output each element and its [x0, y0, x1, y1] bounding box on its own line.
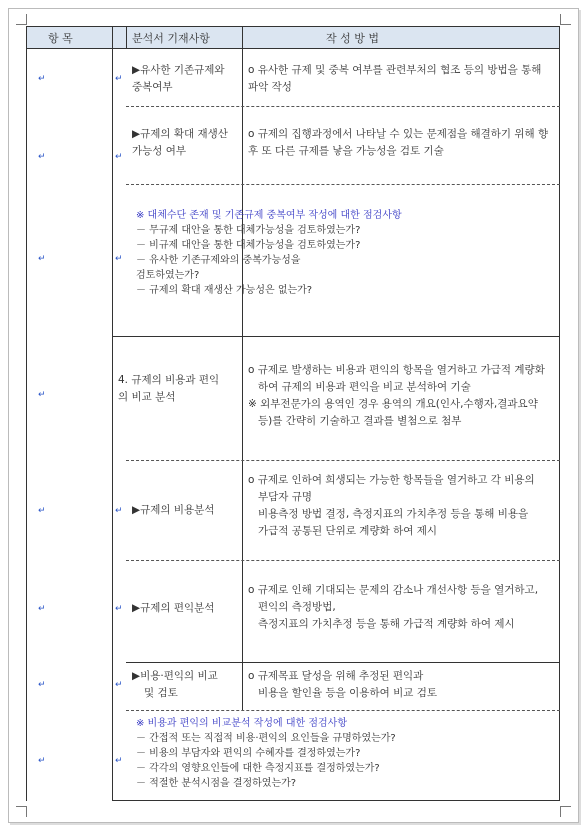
checklist-item: － 비규제 대안을 통한 대체가능성을 검토하였는가? [136, 240, 361, 251]
item-compare [132, 668, 240, 702]
item-expansion: ▶규제의 확대 재생산 가능성 여부 [132, 128, 228, 157]
document-table [26, 26, 560, 801]
checklist-item: － 비용의 부담자와 편익의 수혜자를 결정하였는가? [136, 748, 361, 759]
return-mark: ↵ [38, 254, 46, 264]
method-line: 측정지표의 가치추정 등을 통해 가급적 계량화 하여 제시 [258, 618, 515, 630]
method-duplication: o 유사한 규제 및 중복 여부를 관련부처의 협조 등의 방법을 통해 파악 작성 [248, 64, 542, 93]
crop-mark [16, 14, 27, 25]
return-mark: ↵ [38, 390, 46, 400]
method-cost-benefit [248, 362, 556, 430]
method-compare [248, 668, 556, 702]
return-mark: ↵ [115, 680, 123, 690]
method-line: 하여 규제의 비용과 편익을 비교 분석하여 기술 [258, 381, 471, 393]
return-mark: ↵ [38, 604, 46, 614]
header-item: 항 목 [48, 32, 73, 45]
crop-mark [560, 806, 571, 817]
table-header [26, 26, 560, 48]
item-line: ▶비용·편익의 비교 [132, 670, 218, 682]
return-mark: ↵ [115, 506, 123, 516]
return-mark: ↵ [38, 152, 46, 162]
checklist-item: 검토하였는가? [136, 270, 200, 281]
checklist-item: － 적절한 분석시점을 결정하였는가? [136, 778, 297, 789]
method-line: 편익의 측정방법, [258, 601, 336, 613]
item-benefit: ▶규제의 편익분석 [132, 602, 215, 614]
return-mark: ↵ [38, 74, 46, 84]
return-mark: ↵ [38, 756, 46, 766]
method-line: 부담자 규명 [258, 491, 313, 503]
method-line: 비용을 할인율 등을 이용하여 비교 검토 [258, 687, 437, 699]
crop-mark [16, 806, 27, 817]
method-line: o 규제목표 달성을 위해 추정된 편익과 [248, 670, 424, 682]
item-duplication: ▶유사한 기존규제와 중복여부 [132, 64, 225, 93]
return-mark: ↵ [115, 604, 123, 614]
return-mark: ↵ [38, 506, 46, 516]
checklist-1-title: ※ 대체수단 존재 및 기존규제 중복여부 작성에 대한 점검사항 [136, 210, 402, 221]
return-mark: ↵ [115, 74, 123, 84]
method-line: o 규제로 인하여 희생되는 가능한 항목들을 열거하고 각 비용의 [248, 474, 535, 486]
return-mark: ↵ [115, 756, 123, 766]
crop-mark [560, 14, 571, 25]
item-cost-benefit: 4. 규제의 비용과 편익의 비교 분석 [118, 374, 220, 403]
method-cost [248, 472, 556, 540]
item-cost: ▶규제의 비용분석 [132, 504, 215, 516]
method-line: ※ 외부전문가의 용역인 경우 용역의 개요(인사,수행자,결과요약 [248, 398, 538, 410]
method-line: o 규제로 인해 기대되는 문제의 감소나 개선사항 등을 열거하고, [248, 584, 539, 596]
checklist-item: － 규제의 확대 재생산 가능성은 없는가? [136, 285, 313, 296]
checklist-1 [136, 208, 556, 298]
method-expansion: o 규제의 집행과정에서 나타날 수 있는 문제점을 해결하기 위해 향후 또 다른 규제를 낳을 가능성을 검토 기술 [248, 128, 549, 157]
checklist-item: － 무규제 대안을 통한 대체가능성을 검토하였는가? [136, 225, 361, 236]
item-line: 및 검토 [144, 687, 178, 699]
method-benefit [248, 582, 556, 633]
checklist-item: － 간접적 또는 직접적 비용·편익의 요인들을 규명하였는가? [136, 733, 396, 744]
method-line: 가급적 공통된 단위로 계량화 하여 제시 [258, 525, 437, 537]
header-method: 작 성 방 법 [326, 32, 379, 45]
return-mark: ↵ [38, 680, 46, 690]
checklist-2-title: ※ 비용과 편익의 비교분석 작성에 대한 점검사항 [136, 718, 347, 729]
method-line: o 규제로 발생하는 비용과 편익의 항목을 열거하고 가급적 계량화 [248, 364, 545, 376]
checklist-item: － 유사한 기존규제와의 중복가능성을 [136, 255, 301, 266]
return-mark: ↵ [115, 254, 123, 264]
return-mark: ↵ [115, 152, 123, 162]
method-line: 등)를 간략히 기술하고 결과를 별첨으로 첨부 [258, 415, 462, 427]
checklist-item: － 각각의 영향요인들에 대한 측정지표를 결정하였는가? [136, 763, 380, 774]
header-contents: 분석서 기재사항 [132, 32, 210, 45]
checklist-2 [136, 716, 556, 791]
method-line: 비용측정 방법 결정, 측정지표의 가치추정 등을 통해 비용을 [258, 508, 529, 520]
